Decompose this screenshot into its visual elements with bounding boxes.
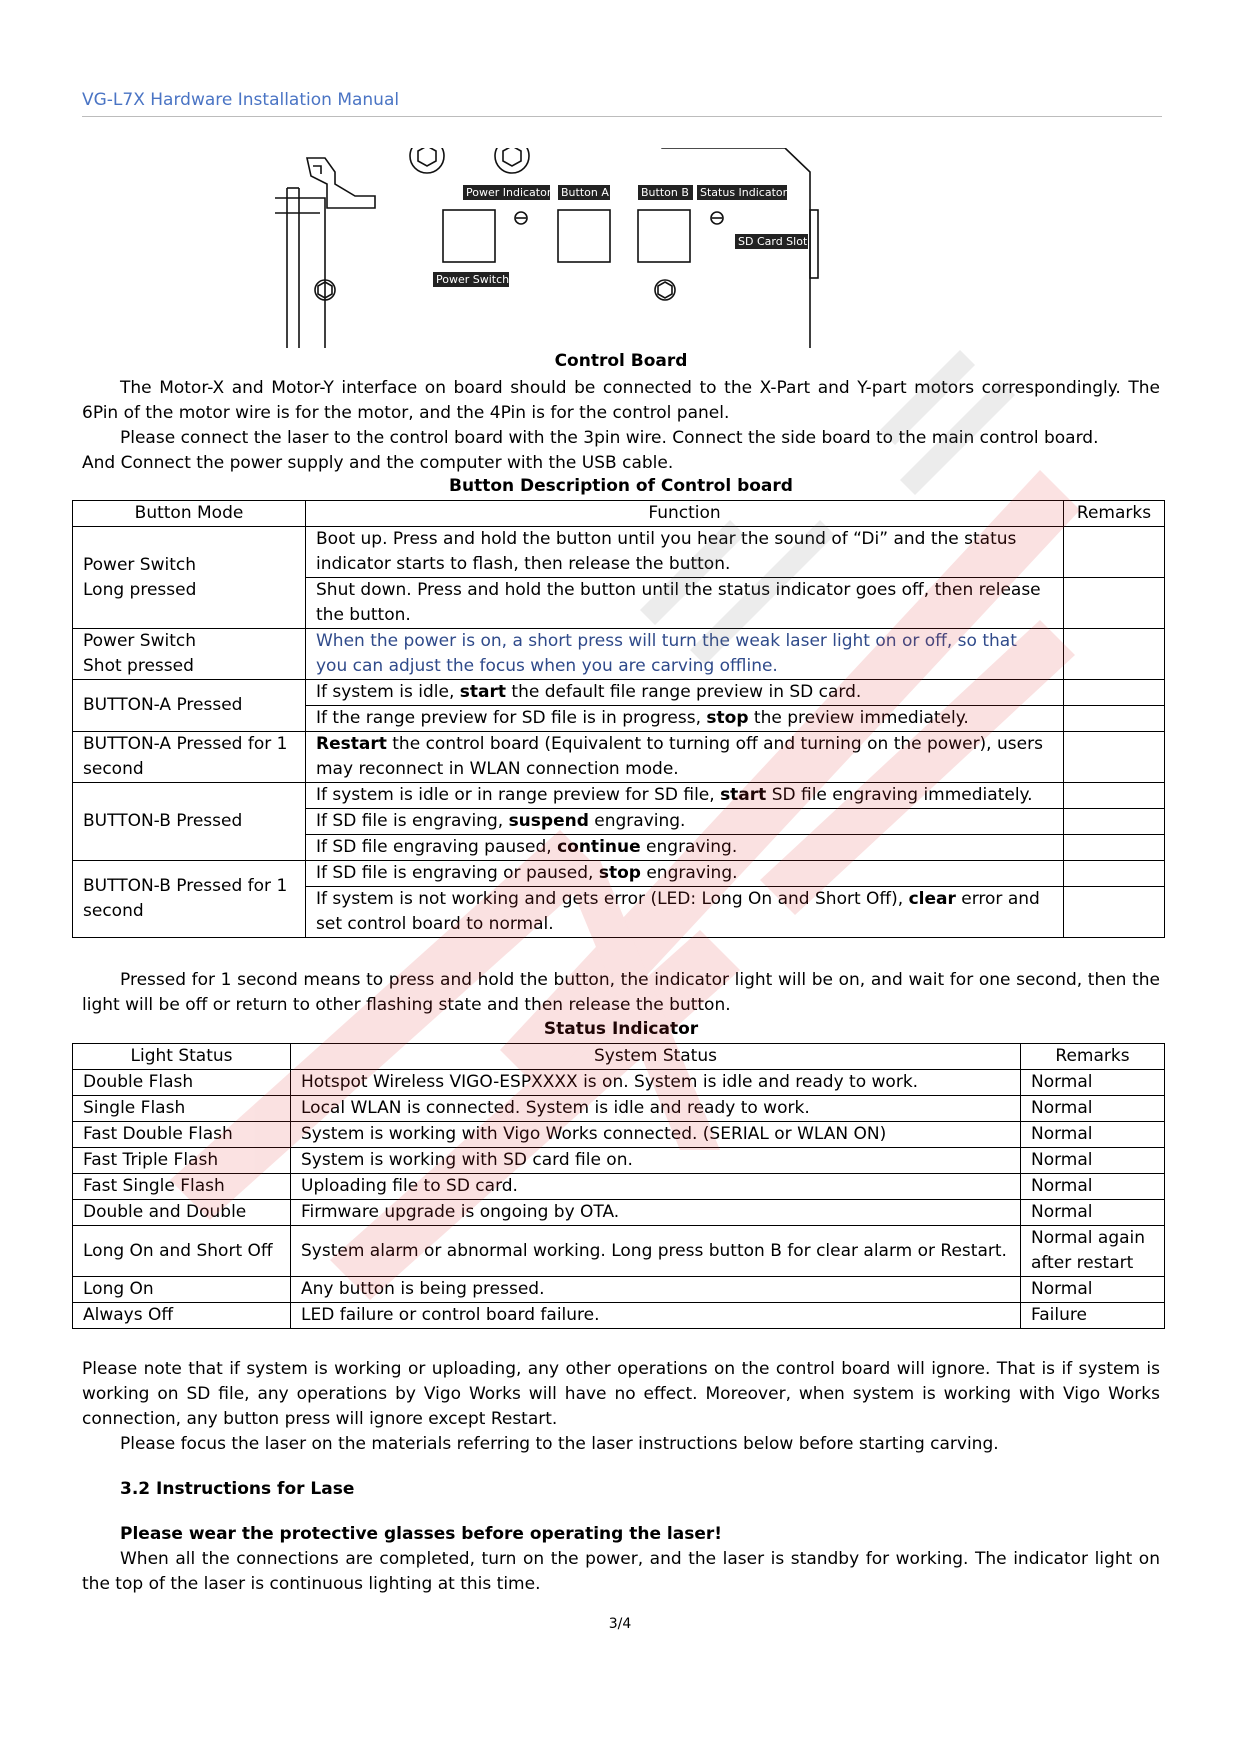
button-table-caption: Button Description of Control board (449, 476, 793, 496)
function-cell: If SD file is engraving or paused, stop engraving. (306, 861, 1064, 887)
mode-cell: BUTTON-A Pressed for 1 second (73, 732, 306, 783)
table-row (73, 1070, 1165, 1096)
status-table-caption: Status Indicator (543, 1019, 699, 1039)
mode-line: Power Switch (83, 631, 197, 651)
light-status-cell: Double and Double (73, 1200, 291, 1226)
system-status-cell: Firmware upgrade is ongoing by OTA. (291, 1200, 1021, 1226)
mode-cell: BUTTON-B Pressed for 1 second (73, 861, 306, 938)
svg-text:Button A: Button A (561, 186, 609, 199)
remark-cell (1064, 809, 1165, 835)
system-status-cell: Any button is being pressed. (291, 1277, 1021, 1303)
remark-cell (1064, 783, 1165, 809)
safety-warning: Please wear the protective glasses before operating the laser! (120, 1524, 723, 1544)
header-light-status: Light Status (73, 1044, 291, 1070)
table-header-row (73, 501, 1165, 527)
table-row (73, 1226, 1165, 1277)
status-indicator-tag (697, 185, 788, 200)
remark-cell: Normal (1021, 1174, 1165, 1200)
light-status-cell: Fast Single Flash (73, 1174, 291, 1200)
header-remarks: Remarks (1064, 501, 1165, 527)
paragraph-laser-connection: Please connect the laser to the control board with the 3pin wire. Connect the side board to the main control board. (120, 428, 1099, 448)
power-indicator-tag (463, 185, 552, 200)
mode-line: Shot pressed (83, 656, 194, 676)
table-row (73, 783, 1165, 809)
system-status-cell: System is working with SD card file on. (291, 1148, 1021, 1174)
remark-cell (1064, 861, 1165, 887)
remark-cell (1064, 527, 1165, 578)
svg-text:Button B: Button B (641, 186, 689, 199)
function-cell: If system is idle, start the default file range preview in SD card. (306, 680, 1064, 706)
function-cell: Shut down. Press and hold the button until the status indicator goes off, then release the button. (306, 578, 1064, 629)
function-cell: If SD file engraving paused, continue engraving. (306, 835, 1064, 861)
remark-cell: Normal (1021, 1070, 1165, 1096)
paragraph-focus: Please focus the laser on the materials referring to the laser instructions below before starting carving. (120, 1434, 999, 1454)
mode-cell: BUTTON-B Pressed (73, 783, 306, 861)
function-cell: If system is idle or in range preview for SD file, start SD file engraving immediately. (306, 783, 1064, 809)
remark-cell: Normal (1021, 1096, 1165, 1122)
table-row (73, 732, 1165, 783)
system-status-cell: System alarm or abnormal working. Long press button B for clear alarm or Restart. (291, 1226, 1021, 1277)
table-row (73, 1148, 1165, 1174)
mode-line: Long pressed (83, 579, 197, 600)
remark-cell (1064, 732, 1165, 783)
remark-cell (1064, 629, 1165, 680)
remark-cell: Normal (1021, 1200, 1165, 1226)
remark-cell: Failure (1021, 1303, 1165, 1329)
sd-card-slot-tag (735, 234, 808, 249)
header-button-mode: Button Mode (73, 501, 306, 527)
table-row (73, 1200, 1165, 1226)
light-status-cell: Long On (73, 1277, 291, 1303)
svg-text:SD Card Slot: SD Card Slot (738, 235, 808, 248)
table-row (73, 1277, 1165, 1303)
mode-line: Power Switch (83, 554, 197, 575)
light-status-cell: Long On and Short Off (73, 1226, 291, 1277)
paragraph-note: Please note that if system is working or uploading, any other operations on the control board will ignore. That is if system is working on SD file, any operations by Vigo Works will have no effect. Moreover, when system is working with Vigo Works connection, any button press will ignore except Restart. (82, 1359, 1160, 1429)
function-cell: If system is not working and gets error (LED: Long On and Short Off), clear error and set control board to normal. (306, 887, 1064, 938)
system-status-cell: Uploading file to SD card. (291, 1174, 1021, 1200)
mode-cell: BUTTON-A Pressed (73, 680, 306, 732)
remark-cell (1064, 835, 1165, 861)
function-cell: Boot up. Press and hold the button until you hear the sound of “Di” and the status indicator starts to flash, then release the button. (306, 527, 1064, 578)
header-function: Function (306, 501, 1064, 527)
running-header: VG-L7X Hardware Installation Manual (82, 90, 1162, 117)
paragraph-usb-connection: And Connect the power supply and the computer with the USB cable. (82, 453, 674, 473)
light-status-cell: Fast Triple Flash (73, 1148, 291, 1174)
light-status-cell: Single Flash (73, 1096, 291, 1122)
remark-cell: Normal again after restart (1021, 1226, 1165, 1277)
paragraph-motor-interface: The Motor-X and Motor-Y interface on board should be connected to the X-Part and Y-part motors correspondingly. The 6Pin of the motor wire is for the motor, and the 4Pin is for the control panel. (82, 378, 1160, 423)
header-remarks: Remarks (1021, 1044, 1165, 1070)
function-cell: Restart the control board (Equivalent to turning off and turning on the power), users may reconnect in WLAN connection mode. (306, 732, 1064, 783)
button-a-tag (558, 185, 610, 200)
system-status-cell: System is working with Vigo Works connected. (SERIAL or WLAN ON) (291, 1122, 1021, 1148)
paragraph-pressed-one-second: Pressed for 1 second means to press and hold the button, the indicator light will be on, and wait for one second, then the light will be off or return to other flashing state and then release the button. (82, 970, 1160, 1015)
remark-cell (1064, 706, 1165, 732)
button-description-table (72, 500, 1165, 938)
table-row (73, 680, 1165, 706)
button-b-tag (638, 185, 693, 200)
table-row (73, 1303, 1165, 1329)
svg-text:Status Indicator: Status Indicator (700, 186, 788, 199)
remark-cell: Normal (1021, 1122, 1165, 1148)
light-status-cell: Fast Double Flash (73, 1122, 291, 1148)
header-system-status: System Status (291, 1044, 1021, 1070)
table-row (73, 1122, 1165, 1148)
diagram-caption: Control Board (554, 351, 688, 371)
page-number: 3/4 (608, 1616, 632, 1632)
table-row (73, 629, 1165, 680)
paragraph-standby: When all the connections are completed, turn on the power, and the laser is standby for working. The indicator light on the top of the laser is continuous lighting at this time. (82, 1549, 1160, 1594)
table-row (73, 527, 1165, 578)
control-board-diagram (265, 148, 925, 348)
table-row (73, 861, 1165, 887)
remark-cell (1064, 887, 1165, 938)
remark-cell (1064, 578, 1165, 629)
svg-text:Power Switch: Power Switch (436, 273, 510, 286)
function-cell: If the range preview for SD file is in progress, stop the preview immediately. (306, 706, 1064, 732)
table-row (73, 1096, 1165, 1122)
system-status-cell: LED failure or control board failure. (291, 1303, 1021, 1329)
mode-cell (73, 527, 306, 629)
system-status-cell: Hotspot Wireless VIGO-ESPXXXX is on. System is idle and ready to work. (291, 1070, 1021, 1096)
table-header-row (73, 1044, 1165, 1070)
light-status-cell: Always Off (73, 1303, 291, 1329)
function-cell: If SD file is engraving, suspend engraving. (306, 809, 1064, 835)
power-switch-tag (433, 272, 509, 287)
mode-cell (73, 629, 306, 680)
remark-cell: Normal (1021, 1148, 1165, 1174)
status-indicator-table (72, 1043, 1165, 1329)
table-row (73, 1174, 1165, 1200)
remark-cell (1064, 680, 1165, 706)
section-heading: 3.2 Instructions for Lase (120, 1479, 355, 1499)
remark-cell: Normal (1021, 1277, 1165, 1303)
light-status-cell: Double Flash (73, 1070, 291, 1096)
system-status-cell: Local WLAN is connected. System is idle and ready to work. (291, 1096, 1021, 1122)
svg-text:Power Indicator: Power Indicator (466, 186, 552, 199)
function-cell: When the power is on, a short press will turn the weak laser light on or off, so that you can adjust the focus when you are carving offline. (306, 629, 1064, 680)
